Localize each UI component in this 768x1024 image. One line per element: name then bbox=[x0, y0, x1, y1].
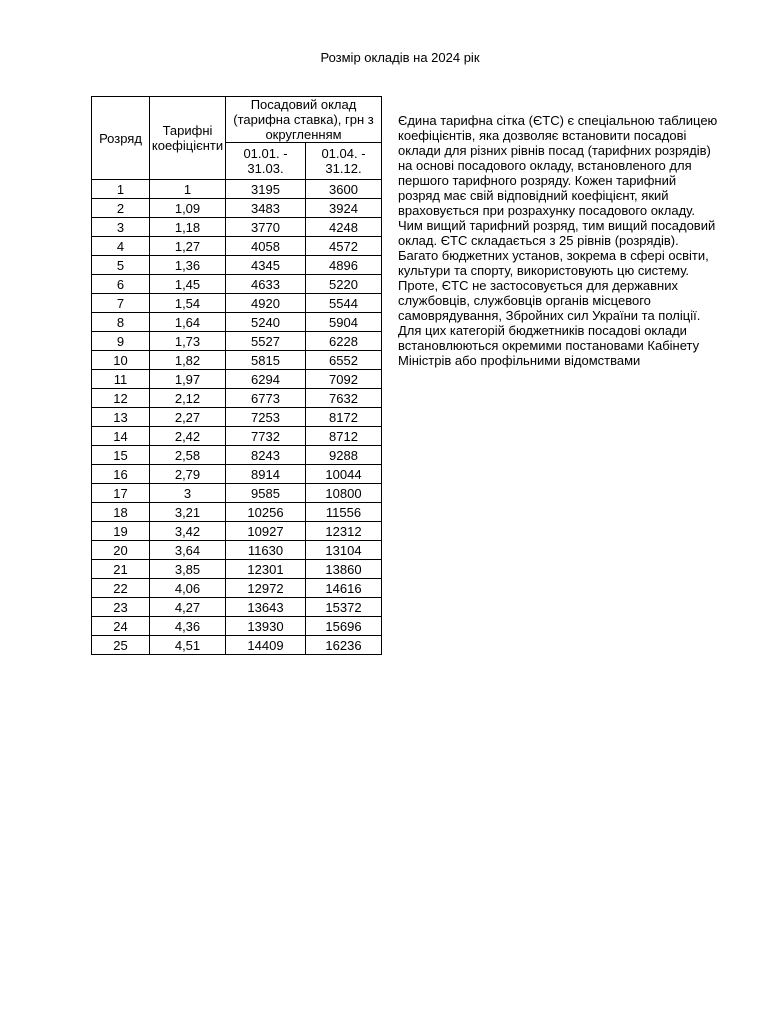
cell-salary-period-2: 7632 bbox=[306, 389, 382, 408]
cell-salary-period-2: 6552 bbox=[306, 351, 382, 370]
table-row bbox=[92, 199, 382, 218]
cell-coefficient: 3,85 bbox=[150, 560, 226, 579]
cell-salary-period-1: 8914 bbox=[226, 465, 306, 484]
header-salary: Посадовий оклад (тарифна ставка), грн з округленням bbox=[226, 97, 382, 143]
cell-rank: 20 bbox=[92, 541, 150, 560]
cell-salary-period-2: 8712 bbox=[306, 427, 382, 446]
cell-coefficient: 1,18 bbox=[150, 218, 226, 237]
cell-salary-period-1: 3483 bbox=[226, 199, 306, 218]
cell-salary-period-2: 13860 bbox=[306, 560, 382, 579]
cell-coefficient: 3,42 bbox=[150, 522, 226, 541]
cell-coefficient: 2,27 bbox=[150, 408, 226, 427]
cell-rank: 13 bbox=[92, 408, 150, 427]
cell-rank: 22 bbox=[92, 579, 150, 598]
table-row bbox=[92, 351, 382, 370]
cell-salary-period-2: 6228 bbox=[306, 332, 382, 351]
cell-coefficient: 2,12 bbox=[150, 389, 226, 408]
table-row bbox=[92, 408, 382, 427]
cell-rank: 25 bbox=[92, 636, 150, 655]
cell-salary-period-2: 13104 bbox=[306, 541, 382, 560]
cell-rank: 15 bbox=[92, 446, 150, 465]
cell-coefficient: 3 bbox=[150, 484, 226, 503]
cell-salary-period-1: 8243 bbox=[226, 446, 306, 465]
description-text: Єдина тарифна сітка (ЄТС) є спеціальною таблицею коефіцієнтів, яка дозволяє встановити посадові оклади для різних рівнів посад (тарифних розрядів) на основі посадового окладу, встановленого для першого тарифного розряду. Кожен тарифний розряд має свій відповідний коефіцієнт, який враховується при розрахунку посадового окладу. Чим вищий тарифний розряд, тим вищий посадовий оклад. ЄТС складається з 25 рівнів (розрядів). Багато бюджетних установ, зокрема в сфері освіти, культури та спорту, використовують цю систему. Проте, ЄТС не застосовується для державних службовців, службовців органів місцевого самоврядування, Збройних сил України та поліції. Для цих категорій бюджетників посадові оклади встановлюються окремими постановами Кабінету Міністрів або профільними відомствами bbox=[398, 113, 718, 368]
cell-coefficient: 1,27 bbox=[150, 237, 226, 256]
cell-salary-period-1: 5815 bbox=[226, 351, 306, 370]
cell-rank: 11 bbox=[92, 370, 150, 389]
cell-coefficient: 4,36 bbox=[150, 617, 226, 636]
cell-salary-period-2: 5220 bbox=[306, 275, 382, 294]
cell-salary-period-2: 8172 bbox=[306, 408, 382, 427]
header-period-2: 01.04. - 31.12. bbox=[306, 143, 382, 180]
cell-salary-period-2: 11556 bbox=[306, 503, 382, 522]
table-row bbox=[92, 598, 382, 617]
cell-salary-period-1: 3770 bbox=[226, 218, 306, 237]
cell-coefficient: 1,09 bbox=[150, 199, 226, 218]
cell-coefficient: 2,42 bbox=[150, 427, 226, 446]
cell-salary-period-2: 15696 bbox=[306, 617, 382, 636]
cell-salary-period-1: 5240 bbox=[226, 313, 306, 332]
cell-rank: 24 bbox=[92, 617, 150, 636]
table-row bbox=[92, 446, 382, 465]
cell-rank: 12 bbox=[92, 389, 150, 408]
cell-rank: 4 bbox=[92, 237, 150, 256]
cell-coefficient: 2,79 bbox=[150, 465, 226, 484]
cell-salary-period-2: 10800 bbox=[306, 484, 382, 503]
cell-salary-period-1: 3195 bbox=[226, 180, 306, 199]
cell-coefficient: 1 bbox=[150, 180, 226, 199]
tariff-grid-table bbox=[91, 96, 382, 655]
cell-coefficient: 4,51 bbox=[150, 636, 226, 655]
cell-rank: 6 bbox=[92, 275, 150, 294]
cell-salary-period-2: 4572 bbox=[306, 237, 382, 256]
table-row bbox=[92, 522, 382, 541]
cell-salary-period-2: 3600 bbox=[306, 180, 382, 199]
cell-salary-period-2: 9288 bbox=[306, 446, 382, 465]
cell-rank: 21 bbox=[92, 560, 150, 579]
cell-salary-period-1: 4345 bbox=[226, 256, 306, 275]
cell-salary-period-1: 7253 bbox=[226, 408, 306, 427]
table-row bbox=[92, 294, 382, 313]
cell-salary-period-1: 4058 bbox=[226, 237, 306, 256]
table-row bbox=[92, 237, 382, 256]
cell-rank: 14 bbox=[92, 427, 150, 446]
table-row bbox=[92, 275, 382, 294]
cell-salary-period-1: 13930 bbox=[226, 617, 306, 636]
cell-coefficient: 4,06 bbox=[150, 579, 226, 598]
cell-salary-period-2: 4896 bbox=[306, 256, 382, 275]
header-period-1: 01.01. - 31.03. bbox=[226, 143, 306, 180]
table-row bbox=[92, 541, 382, 560]
cell-rank: 10 bbox=[92, 351, 150, 370]
cell-salary-period-2: 5904 bbox=[306, 313, 382, 332]
table-body bbox=[92, 180, 382, 655]
table-row bbox=[92, 427, 382, 446]
page-title: Розмір окладів на 2024 рік bbox=[320, 50, 480, 65]
table-row bbox=[92, 465, 382, 484]
cell-salary-period-2: 3924 bbox=[306, 199, 382, 218]
cell-coefficient: 4,27 bbox=[150, 598, 226, 617]
cell-salary-period-2: 7092 bbox=[306, 370, 382, 389]
table-row bbox=[92, 370, 382, 389]
table-row bbox=[92, 180, 382, 199]
cell-salary-period-1: 6294 bbox=[226, 370, 306, 389]
cell-coefficient: 1,73 bbox=[150, 332, 226, 351]
header-rank: Розряд bbox=[92, 97, 150, 180]
cell-salary-period-2: 14616 bbox=[306, 579, 382, 598]
cell-salary-period-2: 10044 bbox=[306, 465, 382, 484]
cell-salary-period-1: 11630 bbox=[226, 541, 306, 560]
cell-coefficient: 1,36 bbox=[150, 256, 226, 275]
cell-rank: 1 bbox=[92, 180, 150, 199]
table-row bbox=[92, 389, 382, 408]
cell-rank: 2 bbox=[92, 199, 150, 218]
cell-coefficient: 2,58 bbox=[150, 446, 226, 465]
cell-salary-period-1: 14409 bbox=[226, 636, 306, 655]
table-row bbox=[92, 617, 382, 636]
cell-coefficient: 1,54 bbox=[150, 294, 226, 313]
cell-coefficient: 1,97 bbox=[150, 370, 226, 389]
cell-salary-period-1: 4920 bbox=[226, 294, 306, 313]
table-row bbox=[92, 636, 382, 655]
table-row bbox=[92, 256, 382, 275]
cell-salary-period-1: 6773 bbox=[226, 389, 306, 408]
cell-salary-period-1: 12972 bbox=[226, 579, 306, 598]
cell-salary-period-2: 16236 bbox=[306, 636, 382, 655]
cell-rank: 9 bbox=[92, 332, 150, 351]
cell-coefficient: 1,45 bbox=[150, 275, 226, 294]
cell-rank: 8 bbox=[92, 313, 150, 332]
table-row bbox=[92, 313, 382, 332]
cell-salary-period-1: 5527 bbox=[226, 332, 306, 351]
cell-salary-period-1: 12301 bbox=[226, 560, 306, 579]
table-row bbox=[92, 332, 382, 351]
cell-coefficient: 1,82 bbox=[150, 351, 226, 370]
cell-rank: 23 bbox=[92, 598, 150, 617]
cell-salary-period-1: 7732 bbox=[226, 427, 306, 446]
table-row bbox=[92, 218, 382, 237]
cell-salary-period-1: 13643 bbox=[226, 598, 306, 617]
cell-rank: 5 bbox=[92, 256, 150, 275]
table-row bbox=[92, 560, 382, 579]
cell-rank: 7 bbox=[92, 294, 150, 313]
cell-salary-period-2: 5544 bbox=[306, 294, 382, 313]
table-row bbox=[92, 484, 382, 503]
cell-rank: 19 bbox=[92, 522, 150, 541]
table-row bbox=[92, 579, 382, 598]
cell-salary-period-2: 12312 bbox=[306, 522, 382, 541]
cell-rank: 3 bbox=[92, 218, 150, 237]
cell-salary-period-1: 9585 bbox=[226, 484, 306, 503]
cell-salary-period-1: 4633 bbox=[226, 275, 306, 294]
cell-salary-period-1: 10256 bbox=[226, 503, 306, 522]
cell-coefficient: 3,21 bbox=[150, 503, 226, 522]
cell-salary-period-2: 15372 bbox=[306, 598, 382, 617]
cell-salary-period-2: 4248 bbox=[306, 218, 382, 237]
cell-salary-period-1: 10927 bbox=[226, 522, 306, 541]
cell-coefficient: 1,64 bbox=[150, 313, 226, 332]
cell-rank: 16 bbox=[92, 465, 150, 484]
header-coefficient: Тарифні коефіцієнти bbox=[150, 97, 226, 180]
table-row bbox=[92, 503, 382, 522]
cell-coefficient: 3,64 bbox=[150, 541, 226, 560]
cell-rank: 17 bbox=[92, 484, 150, 503]
cell-rank: 18 bbox=[92, 503, 150, 522]
